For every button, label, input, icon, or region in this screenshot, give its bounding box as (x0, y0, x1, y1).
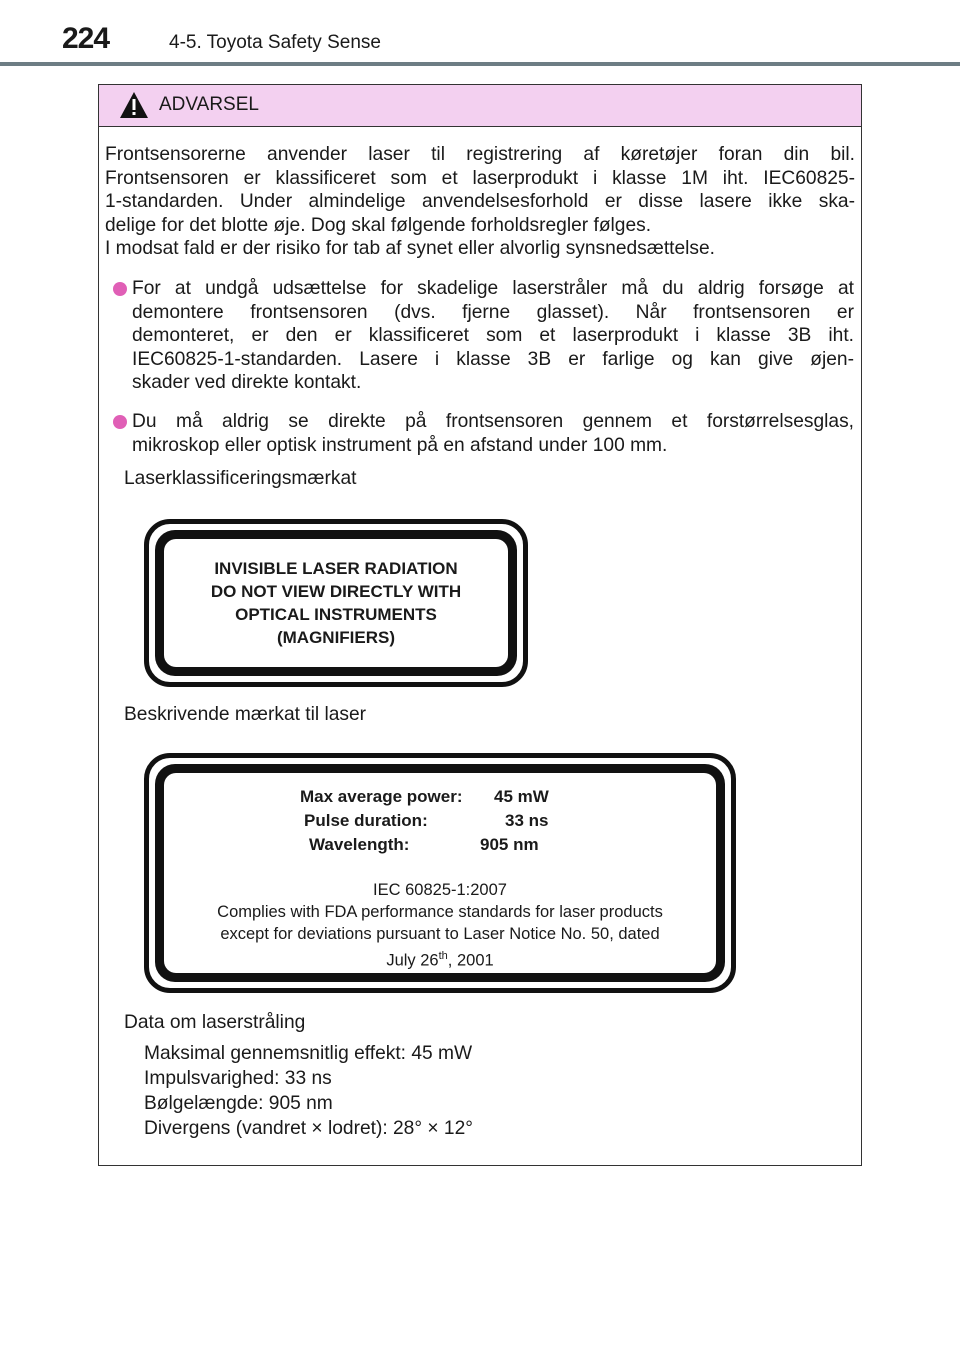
bullet-line: For at undgå udsættelse for skadelige laserstråler må du aldrig forsøge at (132, 278, 854, 299)
warning-header (99, 85, 861, 127)
caption-laser-description: Beskrivende mærkat til laser (124, 704, 367, 725)
caption-laser-class: Laserklassificeringsmærkat (124, 468, 357, 489)
bullet-icon (113, 415, 127, 429)
bullet-line: IEC60825-1-standarden. Lasere i klasse 3B er farlige og kan give øjen- (132, 348, 854, 370)
bullet-text (132, 277, 854, 395)
intro-line: I modsat fald er der risiko for tab af synet eller alvorlig synsnedsættelse. (105, 238, 716, 259)
spec-value: 905 nm (480, 835, 539, 854)
spec-row (164, 809, 716, 833)
data-line: Bølgelængde: 905 nm (144, 1093, 333, 1114)
label-line: OPTICAL INSTRUMENTS (235, 605, 437, 624)
intro-line: 1-standarden. Under almindelige anvendelsesforhold er disse lasere ikke ska- (105, 191, 855, 212)
laser-class-label (144, 519, 528, 687)
section-title: 4-5. Toyota Safety Sense (169, 32, 381, 53)
bullet-icon (113, 282, 127, 296)
bullet-line: Du må aldrig se direkte på frontsensoren gennem et forstørrelsesglas, (132, 411, 854, 432)
page-number: 224 (62, 22, 110, 55)
spec-row (164, 833, 716, 857)
label-line: (MAGNIFIERS) (276, 628, 396, 647)
label-standard: IEC 60825-1:2007 (373, 881, 507, 899)
warning-title: ADVARSEL (159, 94, 259, 115)
label-compliance-line: except for deviations pursuant to Laser Notice No. 50, dated (220, 925, 660, 943)
bullet-text (132, 410, 854, 457)
label-compliance-line: Complies with FDA performance standards for laser products (217, 903, 663, 921)
intro-line: delige for det blotte øje. Dog skal følgende forholdsregler følges. (105, 214, 652, 236)
data-line: Impulsvarighed: 33 ns (144, 1068, 332, 1089)
data-line: Maksimal gennemsnitlig effekt: 45 mW (144, 1043, 473, 1064)
warning-box (98, 84, 862, 1166)
bullet-line: mikroskop eller optisk instrument på en afstand under 100 mm. (132, 434, 668, 456)
warning-triangle-icon (119, 91, 149, 119)
spec-name: Pulse duration: (304, 811, 428, 830)
spec-row (164, 785, 716, 809)
bullet-line: demontere frontsensoren (dvs. fjerne glasset). Når frontsensoren er (132, 301, 854, 323)
label-line: INVISIBLE LASER RADIATION (214, 559, 458, 578)
laser-description-label (144, 753, 736, 993)
label-line: DO NOT VIEW DIRECTLY WITH (210, 582, 462, 601)
laser-description-label-text (164, 773, 716, 973)
bullet-line: skader ved direkte kontakt. (132, 372, 362, 393)
bullet-line: demonteret, er den er klassificeret som et laserprodukt i klasse 3B iht. (132, 325, 854, 346)
header-rule (0, 62, 960, 66)
label-date: July 26th, 2001 (386, 950, 494, 970)
spec-name: Wavelength: (309, 835, 410, 854)
page-header (0, 0, 960, 68)
warning-intro (105, 143, 855, 261)
data-line: Divergens (vandret × lodret): 28° × 12° (144, 1118, 473, 1139)
spec-name: Max average power: (300, 787, 463, 806)
intro-line: Frontsensoren er klassificeret som et laserprodukt i klasse 1M iht. IEC60825- (105, 167, 855, 189)
caption-laser-data: Data om laserstråling (124, 1012, 306, 1033)
laser-class-label-text (164, 539, 508, 667)
spec-value: 45 mW (494, 787, 549, 806)
spec-value: 33 ns (505, 811, 549, 830)
intro-line: Frontsensorerne anvender laser til registrering af køretøjer foran din bil. (105, 144, 855, 165)
